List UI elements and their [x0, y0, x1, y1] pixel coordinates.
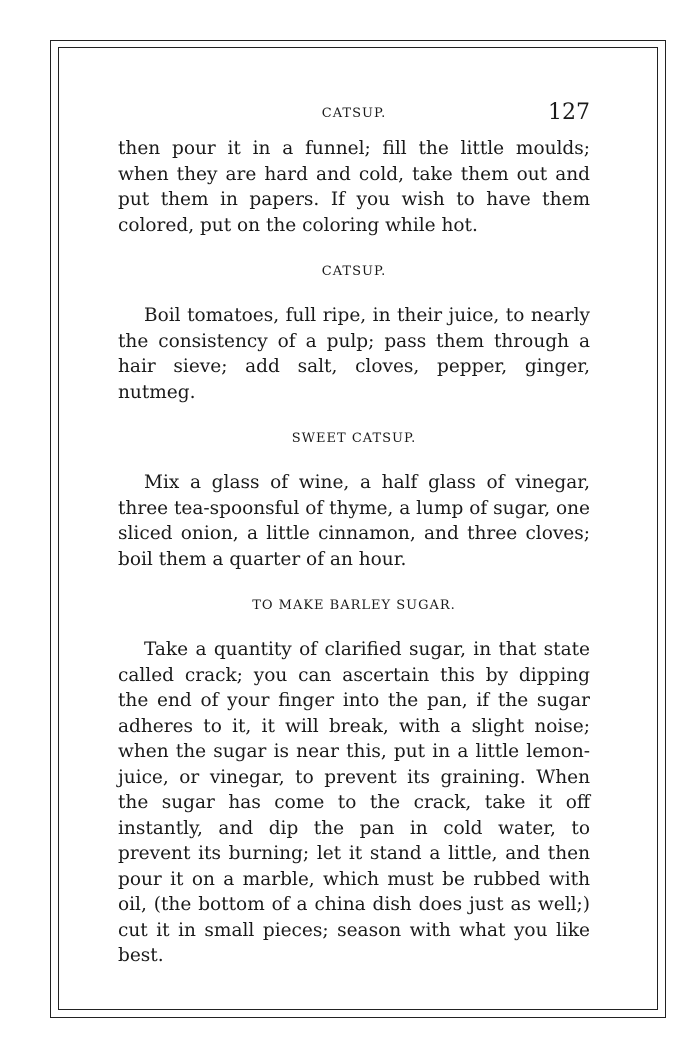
section-heading-barley-sugar: TO MAKE BARLEY SUGAR.: [252, 598, 456, 613]
page-content: [118, 100, 590, 969]
page-number: 127: [548, 100, 590, 125]
running-head-title: CATSUP.: [321, 106, 387, 121]
section-text-sweet-catsup: Mix a glass of wine, a half glass of vinegar, three tea-spoonsful of thyme, a lump of sugar, one sliced onion, a little cinnamon, and three cloves; boil them a quarter of an hour.: [118, 472, 590, 570]
section-heading-catsup: CATSUP.: [321, 264, 387, 279]
section-text-barley-sugar: Take a quantity of clarified sugar, in that state called crack; you can ascertain this by dipping the end of your finger into the pan, if the sugar adheres to it, it will break, with a slight noise; when the sugar is near this, put in a little lemon-juice, or vinegar, to prevent its graining. When the sugar has come to the crack, take it off instantly, and dip the pan in cold water, to prevent its burning; let it stand a little, and then pour it on a marble, which must be rubbed with oil, (the bottom of a china dish does just as well;) cut it in small pieces; season with what you like best.: [118, 639, 590, 966]
opening-paragraph: then pour it in a funnel; fill the little moulds; when they are hard and cold, take them out and put them in papers. If you wish to have them colored, put on the coloring while hot.: [118, 138, 590, 236]
section-heading-sweet-catsup: SWEET CATSUP.: [291, 431, 417, 446]
running-head: [118, 100, 590, 136]
section-text-catsup: Boil tomatoes, full ripe, in their juice, to nearly the consistency of a pulp; pass them through a hair sieve; add salt, cloves, pepper, ginger, nutmeg.: [118, 305, 590, 403]
